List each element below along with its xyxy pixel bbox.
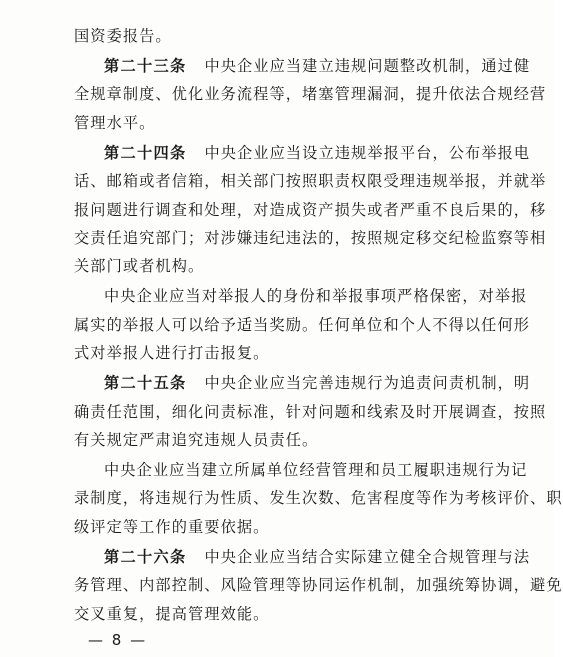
- article-number: 第二十五条: [104, 374, 187, 392]
- text-line: 交叉重复，提高管理效能。: [74, 605, 270, 623]
- text-line: 式对举报人进行打击报复。: [74, 344, 270, 362]
- text-line: 管理水平。: [74, 114, 156, 132]
- text-line: 务管理、内部控制、风险管理等协同运作机制，加强统筹协调，避免: [74, 576, 563, 594]
- text-line: 确责任范围，细化问责标准，针对问题和线索及时开展调查，按照: [74, 403, 547, 421]
- text-line: 有关规定严肃追究违规人员责任。: [74, 431, 319, 449]
- article-number: 第二十四条: [104, 144, 187, 162]
- article-23-line: 第二十三条 中央企业应当建立违规问题整改机制，通过健: [104, 57, 531, 75]
- text-line: 全规章制度、优化业务流程等，堵塞管理漏洞，提升依法合规经营: [74, 85, 547, 103]
- text-line: 属实的举报人可以给予适当奖励。任何单位和个人不得以任何形: [74, 316, 531, 334]
- article-25-line: 第二十五条 中央企业应当完善违规行为追责问责机制，明: [104, 374, 531, 392]
- page-number: — 8 —: [88, 631, 148, 649]
- article-number: 第二十三条: [104, 57, 187, 75]
- text-line: 报问题进行调查和处理，对造成资产损失或者严重不良后果的，移: [74, 201, 547, 219]
- text-line: 国资委报告。: [74, 27, 172, 45]
- article-24-line: 第二十四条 中央企业应当设立违规举报平台，公布举报电: [104, 144, 531, 162]
- paragraph-start-line: 中央企业应当对举报人的身份和举报事项严格保密，对举报: [104, 287, 528, 305]
- text-line: 录制度，将违规行为性质、发生次数、危害程度等作为考核评价、职: [74, 489, 563, 507]
- article-number: 第二十六条: [104, 548, 187, 566]
- text-line: 交责任追究部门；对涉嫌违纪违法的，按照规定移交纪检监察等相: [74, 229, 547, 247]
- article-26-line: 第二十六条 中央企业应当结合实际建立健全合规管理与法: [104, 548, 531, 566]
- text-line: 话、邮箱或者信箱，相关部门按照职责权限受理违规举报，并就举: [74, 172, 547, 190]
- paragraph-start-line: 中央企业应当建立所属单位经营管理和员工履职违规行为记: [104, 461, 528, 479]
- text-line: 关部门或者机构。: [74, 257, 205, 275]
- text-line: 级评定等工作的重要依据。: [74, 518, 270, 536]
